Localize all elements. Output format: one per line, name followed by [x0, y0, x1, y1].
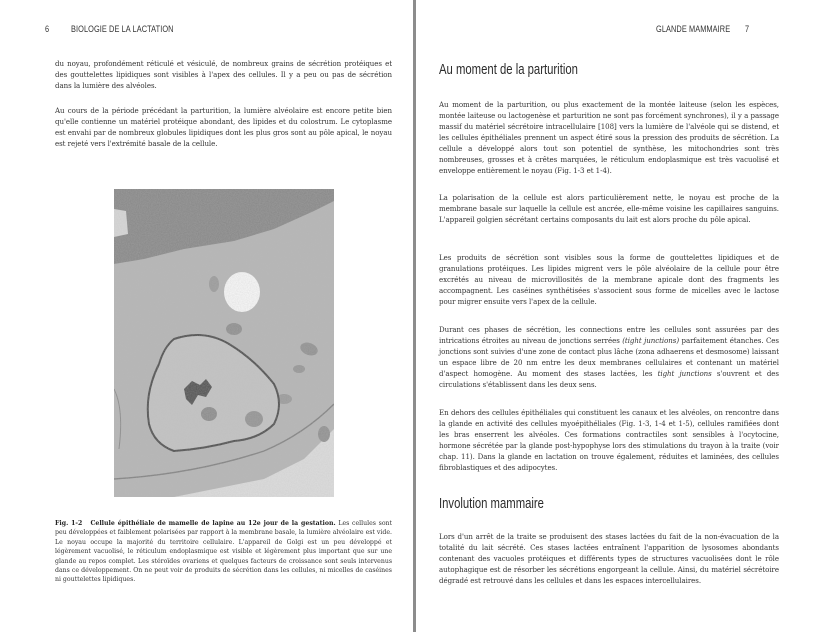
italic-term: (tight junctions): [622, 335, 680, 345]
text-run: s'ouvrent et des circulations s'établissent dans les deux sens.: [439, 368, 779, 389]
left-page: [0, 0, 413, 632]
text-run: parfaitement étanches. Ces jonctions sont suivies d'une zone de contact plus lâche (zona adhaerens et desmosome) laissant un espace libre de 20 nm entre les deux membranes cellulaires et contenant un matériel d'aspect homogène. Au moment des stases lactées, les: [439, 335, 779, 378]
text-run: Durant ces phases de sécrétion, les connections entre les cellules sont assurées par des intrications étroites au niveau de jonctions serrées: [439, 325, 779, 345]
paragraph: La polarisation de la cellule est alors particulièrement nette, le noyau est proche de la membrane basale sur laquelle la cellule est ancrée, elle-même voisine les capillaires sanguins. L'appareil golgien sécrétant certains composants du lait est alors proche du pôle apical.: [439, 193, 779, 224]
micrograph-image: [114, 189, 334, 497]
page-number: 6: [45, 24, 50, 34]
paragraph: du noyau, profondément réticulé et vésiculé, de nombreux grains de sécrétion protéiques et des gouttelettes lipidiques sont visibles à l'apex des cellules. Il y a peu ou pas de sécrétion dans la lumière des alvéoles.: [55, 59, 392, 90]
right-page: [416, 0, 833, 632]
paragraph: En dehors des cellules épithéliales qui constituent les canaux et les alvéoles, on rencontre dans la glande en activité des cellules myoépithéliales (Fig. 1-3, 1-4 et 1-5), cellules ramifiées dont les bras enserrent les alvéoles. Ces formations contractiles sont sensibles à l'ocytocine, hormone sécrétée par la glande post-hypophyse lors des stimulations du trayon à la traite (voir chap. 11). Dans la glande en lactation on trouve également, réduites et laminées, des cellules fibroblastiques et des adipocytes.: [439, 408, 779, 472]
paragraph: Les produits de sécrétion sont visibles sous la forme de gouttelettes lipidiques et de granulations protéiques. Les lipides migrent vers le pôle alvéolaire de la cellule pour être excrétés au niveau de microvillosités de la membrane apicale dont des fragments les accompagnent. Les caséines synthétisées s'associent sous forme de micelles avec le lactose pour migrer ensuite vers l'apex de la cellule.: [439, 253, 779, 306]
micrograph-figure: [114, 189, 334, 497]
figure-label: Fig. 1-2: [55, 520, 83, 527]
paragraph: Au moment de la parturition, ou plus exactement de la montée laiteuse (selon les espèces, montée laiteuse ou lactogenèse et parturition ne sont pas forcément synchrones), il y a passage massif du matériel sécrétoire intracellulaire [108] vers la lumière de l'alvéole qui se distend, et les cellules épithéliales prennent un aspect étiré sous la pression des produits de sécrétion. La cellule a développé alors tout son potentiel de synthèse, les mitochondries sont très nombreuses, grosses et à crêtes marquées, le réticulum endoplasmique est très vacuolisé et enveloppe entièrement le noyau (Fig. 1-3 et 1-4).: [439, 100, 779, 175]
paragraph: [439, 325, 779, 391]
paragraph: Au cours de la période précédant la parturition, la lumière alvéolaire est encore petite bien qu'elle contienne un matériel protéique abondant, des lipides et du colostrum. Le cytoplasme est envahi par de nombreux globules lipidiques dont les plus gros sont au pôle apical, le noyau est rejeté vers l'extrémité basale de la cellule.: [55, 106, 392, 148]
section-heading: Involution mammaire: [439, 496, 544, 512]
section-heading: Au moment de la parturition: [439, 62, 578, 78]
page-number: 7: [745, 24, 750, 34]
figure-title: Cellule épithéliale de mamelle de lapine au 12e jour de la gestation.: [90, 520, 336, 527]
running-title: GLANDE MAMMAIRE: [656, 24, 731, 34]
running-title: BIOLOGIE DE LA LACTATION: [71, 24, 174, 34]
figure-caption: [55, 519, 392, 585]
italic-term: tight junctions: [657, 368, 712, 378]
paragraph: Lors d'un arrêt de la traite se produisent des stases lactées du fait de la non-évacuation de la totalité du lait sécrété. Ces stases lactées entraînent l'apparition de lysosomes abondants contenant des vacuoles protéiques et différents types de structures vacuolisées dont le rôle autophagique est de résorber les sécrétions engorgeant la cellule. Ainsi, du matériel sécrétoire dégradé est retrouvé dans les cellules et dans les espaces intercellulaires.: [439, 532, 779, 585]
figure-caption-text: Les cellules sont peu développées et faiblement polarisées par rapport à la membrane basale, la lumière alvéolaire est vide. Le noyau occupe la majorité du territoire cellulaire. L'appareil de Golgi est un peu développé et légèrement vacuolisé, le réticulum endoplasmique est visible et légèrement plus important que sur une glande au repos complet. Les stéroïdes ovariens et quelques facteurs de croissance sont seuls intervenus dans ce développement. On ne peut voir de produits de sécrétion dans les cellules, ni micelles de caséines ni gouttelettes lipidiques.: [55, 520, 393, 584]
